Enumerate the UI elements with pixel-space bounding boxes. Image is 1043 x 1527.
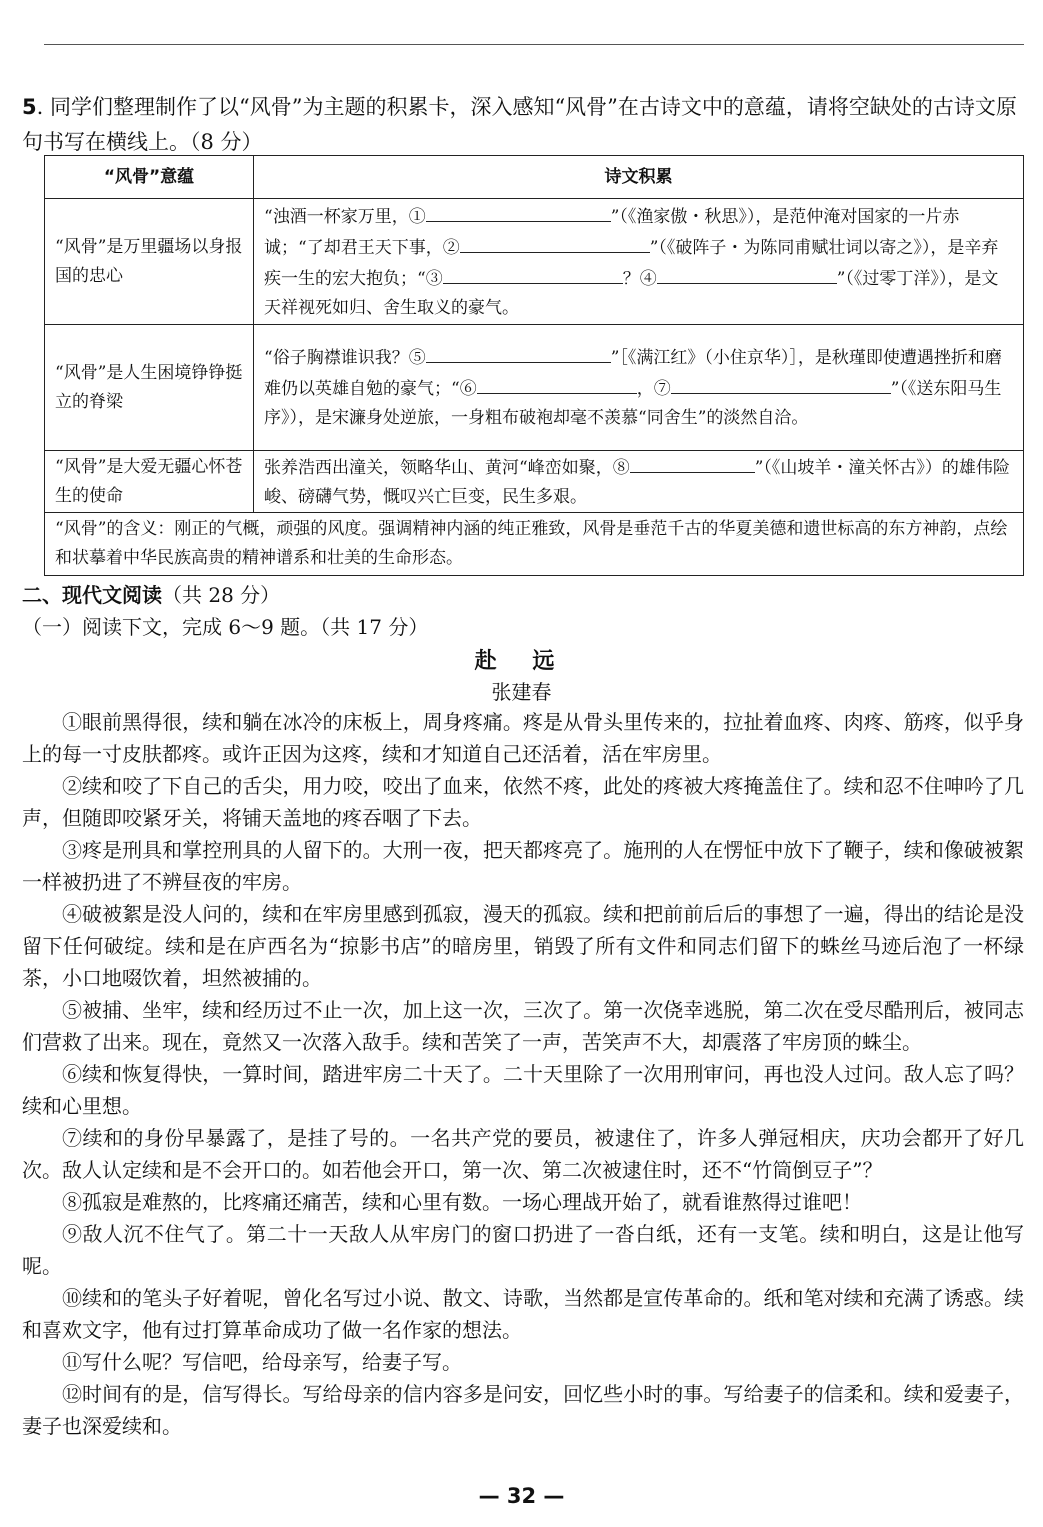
accumulation-card-table	[44, 155, 1024, 576]
meaning-cell: “风骨”是大爱无疆心怀苍生的使命	[45, 451, 254, 513]
poems-cell	[254, 325, 1024, 451]
fenggu-definition-note: “风骨”的含义：刚正的气概，顽强的风度。强调精神内涵的纯正雅致，风骨是垂范千古的华夏美德和遗世标高的东方神韵，点绘和状摹着中华民族高贵的精神谱系和壮美的生命形态。	[45, 513, 1024, 576]
story-paragraph: ⑦续和的身份早暴露了，是挂了号的。一名共产党的要员，被逮住了，许多人弹冠相庆，庆功会都开了好几次。敌人认定续和是不会开口的。如若他会开口，第一次、第二次被逮住时，还不“竹筒倒豆子”？	[22, 1126, 1024, 1182]
table-note-row	[45, 513, 1024, 576]
answer-blank-1[interactable]	[426, 201, 611, 222]
answer-blank-5[interactable]	[426, 342, 611, 363]
answer-blank-8[interactable]	[630, 452, 755, 473]
poems-cell	[254, 199, 1024, 325]
top-rule	[44, 44, 1024, 45]
meaning-cell: “风骨”是万里疆场以身报国的忠心	[45, 199, 254, 325]
meaning-cell: “风骨”是人生困境铮铮挺立的脊梁	[45, 325, 254, 451]
story-paragraph: ④破被絮是没人问的，续和在牢房里感到孤寂，漫天的孤寂。续和把前前后后的事想了一遍，得出的结论是没留下任何破绽。续和是在庐西名为“掠影书店”的暗房里，销毁了所有文件和同志们留下的蛛丝马迹后泡了一杯绿茶，小口地啜饮着，坦然被捕的。	[22, 902, 1024, 990]
answer-blank-7b[interactable]	[821, 373, 891, 394]
story-paragraph: ⑧孤寂是难熬的，比疼痛还痛苦，续和心里有数。一场心理战开始了，就看谁熬得过谁吧！	[62, 1190, 862, 1214]
story-paragraph: ⑨敌人沉不住气了。第二十一天敌人从牢房门的窗口扔进了一沓白纸，还有一支笔。续和明白，这是让他写呢。	[22, 1222, 1024, 1278]
answer-blank-6[interactable]	[477, 373, 637, 394]
question-5	[22, 90, 1024, 160]
answer-blank-7a[interactable]	[671, 373, 821, 394]
question-text: . 同学们整理制作了以“风骨”为主题的积累卡，深入感知“风骨”在古诗文中的意蕴，请将空缺处的古诗文原句书写在横线上。（8 分）	[22, 95, 1017, 154]
poem-text: ”（《山坡羊・潼关怀古》）的雄伟险峻、磅礴气势，慨叹兴亡巨变，民生多艰。	[264, 457, 1010, 507]
story-paragraph: ⑤被捕、坐牢，续和经历过不止一次，加上这一次，三次了。第一次侥幸逃脱，第二次在受尽酷刑后，被同志们营救了出来。现在，竟然又一次落入敌手。续和苦笑了一声，苦笑声不大，却震落了牢房顶的蛛尘。	[22, 998, 1024, 1054]
answer-blank-4a[interactable]	[657, 263, 777, 284]
subsection-heading: （一）阅读下文，完成 6～9 题。（共 17 分）	[22, 615, 429, 639]
story-title: 赴 远	[474, 649, 569, 674]
poems-cell	[254, 451, 1024, 513]
answer-blank-3[interactable]	[443, 263, 623, 284]
header-meaning: “风骨”意蕴	[45, 156, 254, 199]
story-paragraph: ⑫时间有的是，信写得长。写给母亲的信内容多是问安，回忆些小时的事。写给妻子的信柔和。续和爱妻子，妻子也深爱续和。	[22, 1382, 1024, 1438]
story-paragraph: ①眼前黑得很，续和躺在冰冷的床板上，周身疼痛。疼是从骨头里传来的，拉扯着血疼、肉疼、筋疼，似乎身上的每一寸皮肤都疼。或许正因为这疼，续和才知道自己还活着，活在牢房里。	[22, 710, 1024, 766]
story-paragraph: ②续和咬了下自己的舌尖，用力咬，咬出了血来，依然不疼，此处的疼被大疼掩盖住了。续和忍不住呻吟了几声，但随即咬紧牙关，将铺天盖地的疼吞咽了下去。	[22, 774, 1024, 830]
section-2-heading	[22, 580, 280, 610]
story-paragraph: ⑪写什么呢？写信吧，给母亲写，给妻子写。	[62, 1350, 462, 1374]
table-row	[45, 199, 1024, 325]
answer-blank-2[interactable]	[460, 232, 650, 253]
page-number: — 32 —	[478, 1484, 565, 1508]
question-number: 5	[22, 95, 37, 119]
poem-text: ”（《送东阳马生序》），是宋濂身处逆旅，一身粗布破袍却毫不羡慕“同舍生”的淡然自洽。	[264, 379, 1002, 428]
answer-blank-4b[interactable]	[777, 263, 837, 284]
story-paragraph: ⑥续和恢复得快，一算时间，踏进牢房二十天了。二十天里除了一次用刑审问，再也没人过问。敌人忘了吗？续和心里想。	[22, 1062, 1024, 1118]
story-paragraph: ③疼是刑具和掌控刑具的人留下的。大刑一夜，把天都疼亮了。施刑的人在愣怔中放下了鞭子，续和像破被絮一样被扔进了不辨昼夜的牢房。	[22, 838, 1024, 894]
story-paragraph: ⑩续和的笔头子好着呢，曾化名写过小说、散文、诗歌，当然都是宣传革命的。纸和笔对续和充满了诱惑。续和喜欢文字，他有过打算革命成功了做一名作家的想法。	[22, 1286, 1024, 1342]
poem-text: ”（《破阵子・为陈同甫赋壮词以寄之》），是辛弃疾一生的宏大抱负；“③	[264, 237, 999, 289]
story-author: 张建春	[491, 680, 552, 704]
story-body	[22, 706, 1024, 1442]
table-header-row	[45, 156, 1024, 199]
table-row	[45, 325, 1024, 451]
poem-text: ”（《渔家傲・秋思》），是范仲淹对国家的一片赤诚；“了却君王天下事，②	[264, 206, 960, 258]
header-poems: 诗文积累	[254, 156, 1024, 199]
section-title: 二、现代文阅读	[22, 583, 162, 607]
poem-text: ，⑦	[636, 379, 671, 399]
poem-text: 张养浩西出潼关，领略华山、黄河“峰峦如聚，⑧	[264, 457, 630, 478]
poem-text: “浊酒一杯家万里，①	[264, 206, 426, 227]
poem-text: ”［《满江红》（小住京华）］，是秋瑾即使遭遇挫折和磨难仍以英雄自勉的豪气；“⑥	[264, 348, 1002, 399]
poem-text: ”（《过零丁洋》），是文天祥视死如归、舍生取义的豪气。	[264, 268, 999, 318]
poem-text: ？④	[622, 268, 657, 289]
section-score: （共 28 分）	[162, 583, 281, 607]
table-row	[45, 451, 1024, 513]
poem-text: “俗子胸襟谁识我？⑤	[264, 348, 426, 368]
